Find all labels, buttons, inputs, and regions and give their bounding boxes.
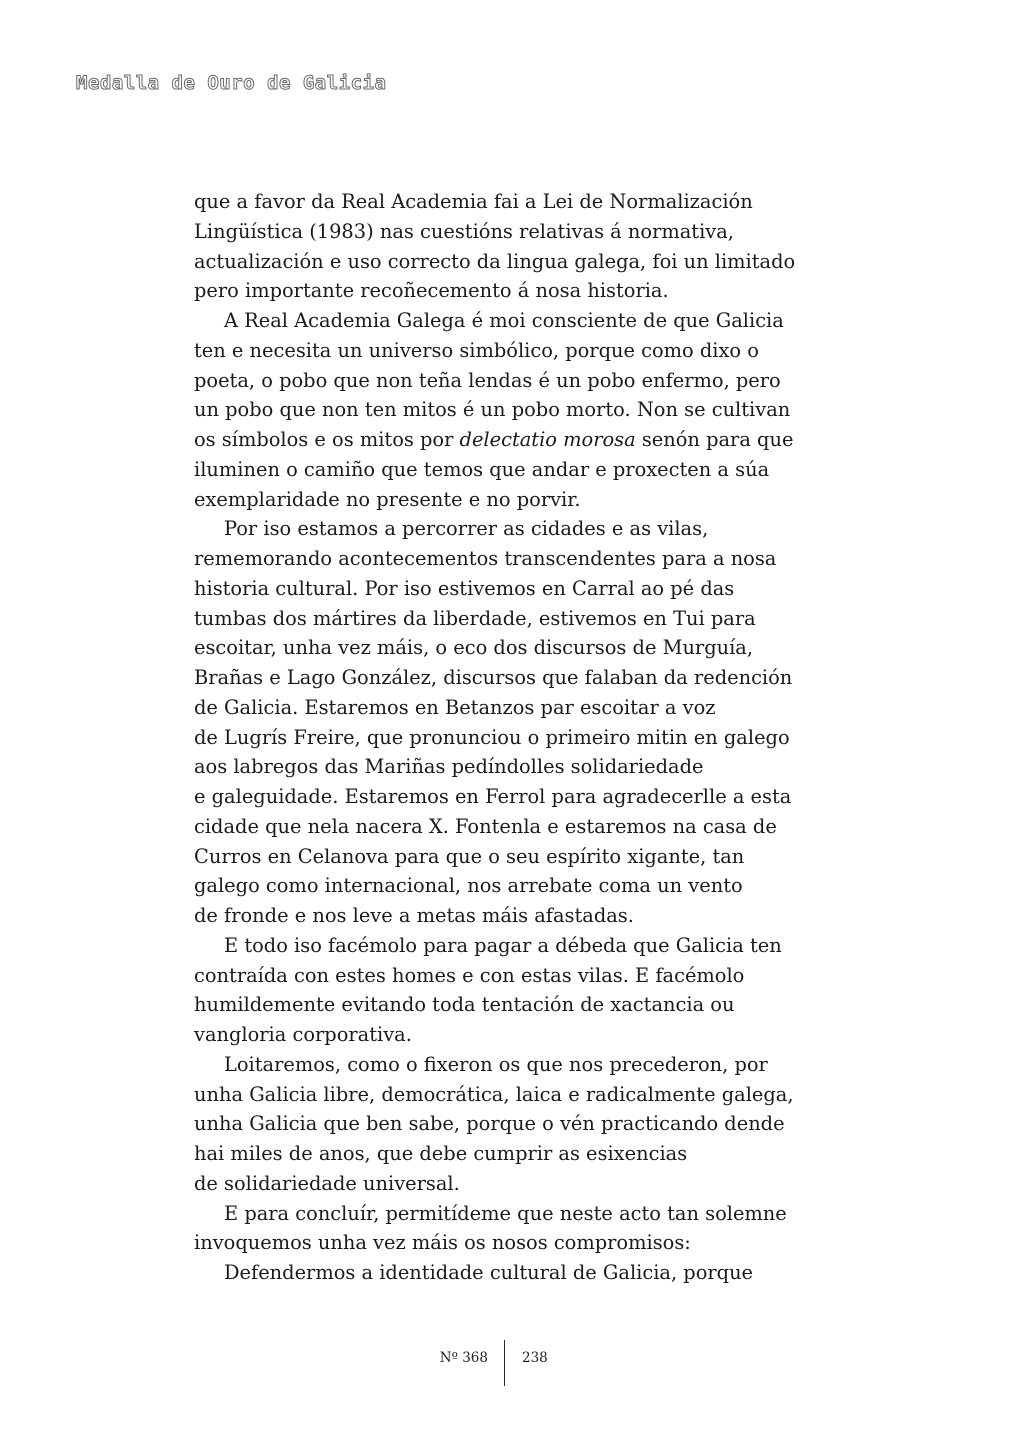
- text-line: Por iso estamos a percorrer as cidades e as vilas,: [224, 517, 709, 541]
- folio-divider: [504, 1340, 505, 1386]
- text-line: historia cultural. Por iso estivemos en Carral ao pé das: [194, 576, 735, 600]
- paragraph: [194, 187, 844, 306]
- text-line: Brañas e Lago González, discursos que falaban da redención: [194, 666, 793, 689]
- text-line: escoitar, unha vez máis, o eco dos discursos de Murguía,: [194, 636, 754, 660]
- text-line: rememorando acontecementos transcendentes para a nosa: [194, 547, 777, 570]
- text-line: E para concluír, permitídeme que neste acto tan solemne: [224, 1201, 787, 1225]
- paragraph: [194, 306, 844, 514]
- body-text: [194, 187, 844, 1288]
- text-line: vangloria corporativa.: [194, 1023, 412, 1046]
- text-line: actualización e uso correcto da lingua galega, foi un limitado: [194, 249, 796, 273]
- text-line: ten e necesita un universo simbólico, porque como dixo o: [194, 338, 759, 362]
- folio: [0, 1340, 1010, 1386]
- paragraph: [194, 514, 844, 931]
- text-line: unha Galicia que ben sabe, porque o vén practicando dende: [194, 1112, 785, 1136]
- text-line: A Real Academia Galega é moi consciente de que Galicia: [224, 309, 784, 332]
- text-line: de solidariedade universal.: [194, 1171, 460, 1195]
- text-line: poeta, o pobo que non teña lendas é un pobo enfermo, pero: [194, 368, 781, 392]
- text-run: senón para que: [635, 428, 794, 451]
- text-line: pero importante recoñecemento á nosa historia.: [194, 279, 669, 303]
- text-line: unha Galicia libre, democrática, laica e radicalmente galega,: [194, 1082, 794, 1106]
- paragraph: [194, 931, 844, 1050]
- text-line: Curros en Celanova para que o seu espírito xigante, tan: [194, 844, 745, 868]
- text-line: Lingüística (1983) nas cuestións relativas á normativa,: [194, 219, 734, 243]
- text-run: os símbolos e os mitos por: [194, 428, 460, 451]
- text-line: humildemente evitando toda tentación de xactancia ou: [194, 993, 735, 1017]
- text-line: [194, 425, 844, 455]
- text-line: iluminen o camiño que temos que andar e proxecten a súa: [194, 457, 770, 481]
- italic-phrase: delectatio morosa: [459, 428, 636, 451]
- page-number: 238: [522, 1350, 548, 1366]
- issue-number: Nº 368: [439, 1350, 488, 1366]
- text-line: Loitaremos, como o fixeron os que nos precederon, por: [224, 1052, 768, 1076]
- paragraph: [194, 1050, 844, 1199]
- text-line: tumbas dos mártires da liberdade, estivemos en Tui para: [194, 606, 756, 630]
- text-line: un pobo que non ten mitos é un pobo morto. Non se cultivan: [194, 398, 791, 422]
- text-line: hai miles de anos, que debe cumprir as esixencias: [194, 1142, 688, 1165]
- text-line: de Lugrís Freire, que pronunciou o primeiro mitin en galego: [194, 725, 790, 749]
- text-line: e galeguidade. Estaremos en Ferrol para agradecerlle a esta: [194, 785, 792, 808]
- text-line: cidade que nela nacera X. Fontenla e estaremos na casa de: [194, 814, 777, 838]
- text-line: invoquemos unha vez máis os nosos compromisos:: [194, 1231, 691, 1255]
- text-line: contraída con estes homes e con estas vilas. E facémolo: [194, 963, 745, 987]
- text-line: galego como internacional, nos arrebate coma un vento: [194, 874, 743, 898]
- text-line: que a favor da Real Academia fai a Lei de Normalización: [194, 190, 753, 213]
- text-line: exemplaridade no presente e no porvir.: [194, 487, 581, 511]
- paragraph: [194, 1199, 844, 1259]
- running-header: Medalla de Ouro de Galicia: [76, 72, 387, 94]
- paragraph: [194, 1258, 844, 1288]
- text-line: E todo iso facémolo para pagar a débeda que Galicia ten: [224, 933, 782, 957]
- text-line: Defendermos a identidade cultural de Galicia, porque: [224, 1261, 754, 1284]
- text-line: de Galicia. Estaremos en Betanzos par escoitar a voz: [194, 695, 716, 719]
- text-line: de fronde e nos leve a metas máis afastadas.: [194, 904, 634, 927]
- text-line: aos labregos das Mariñas pedíndolles solidariedade: [194, 755, 704, 779]
